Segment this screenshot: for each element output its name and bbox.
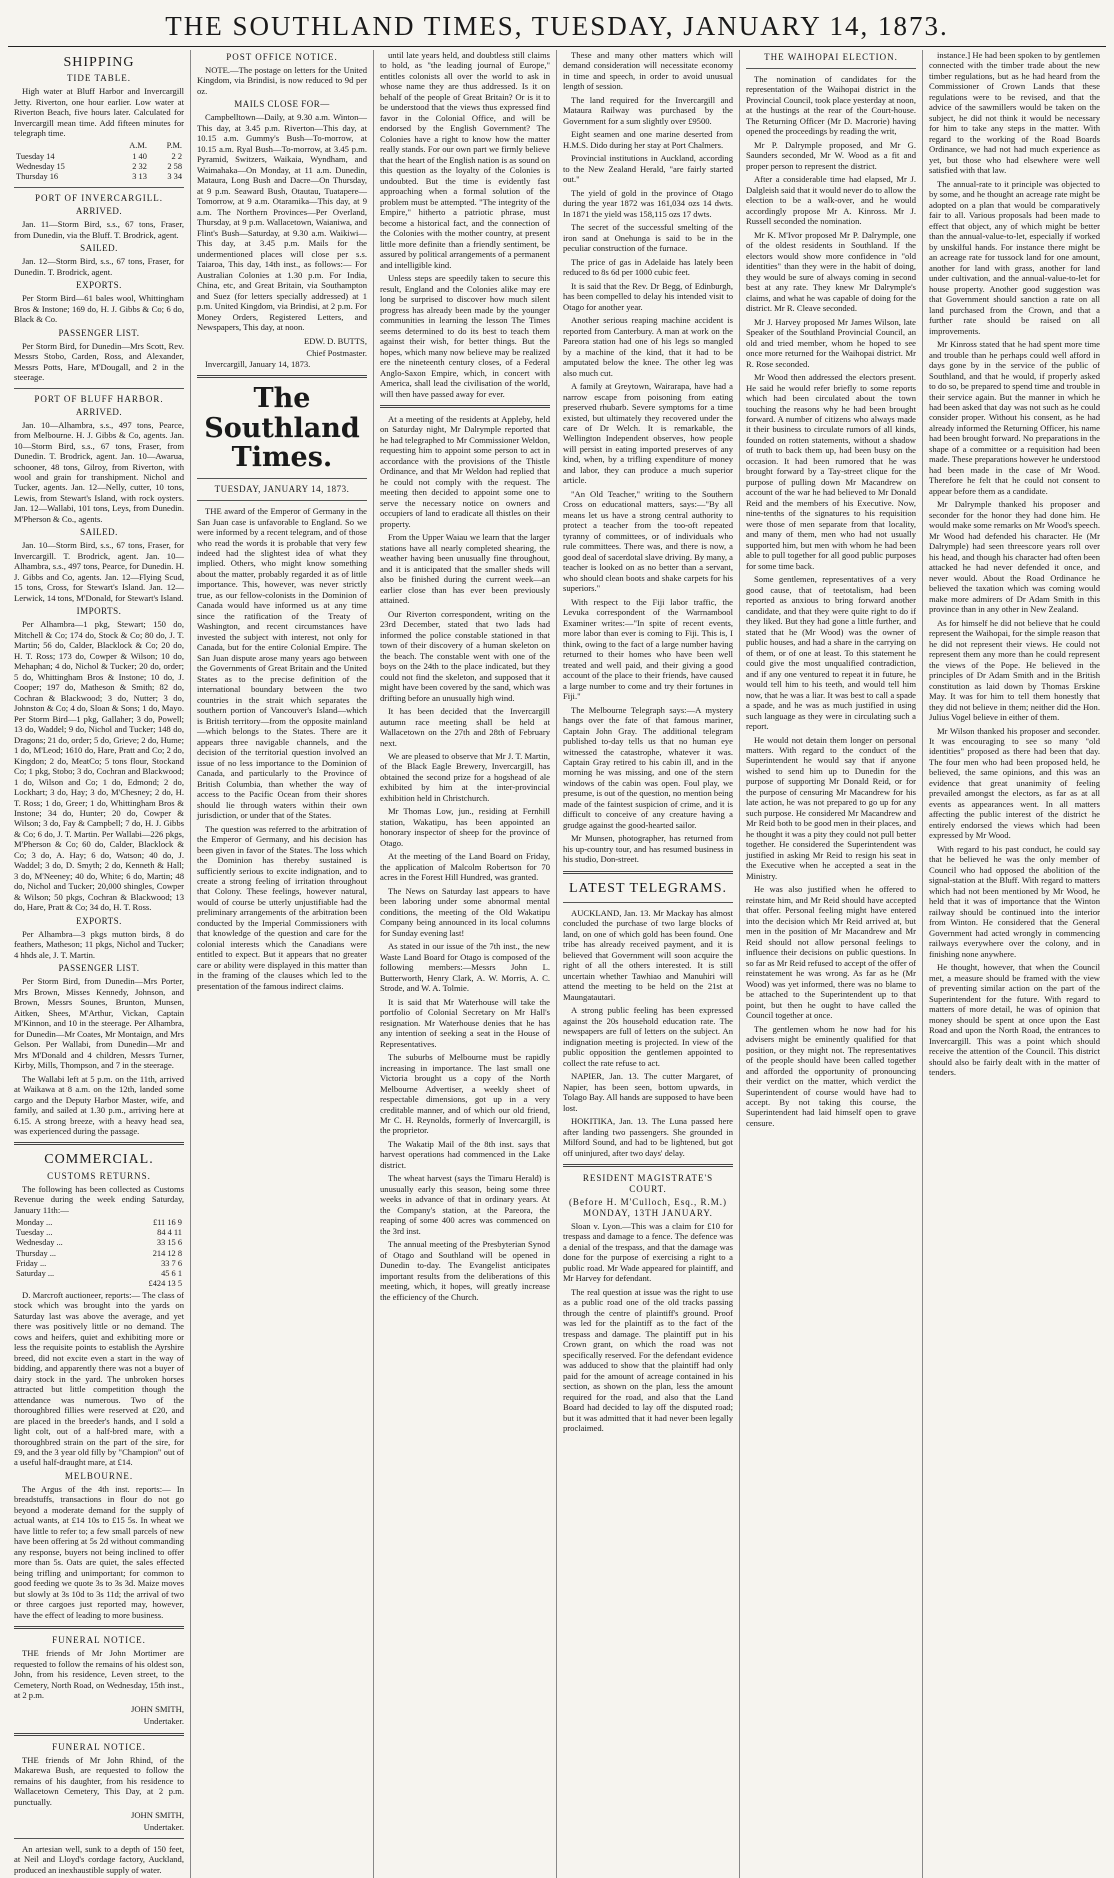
news-paragraph: A family at Greytown, Wairarapa, have had a narrow escape from poisoning from eating preserved rhubarb. Severe symptoms for a time existed, but ultimately they recovered under the care of Dr Welch. It is remarkable, the Wellington Independent observes, how people will persist in eating imported preserves of any kind, when, by a trifling expenditure of money and labor, they can produce a much superior article. (563, 381, 733, 486)
tide-day: Thursday 16 (16, 172, 59, 182)
arrived-label: ARRIVED. (75, 406, 123, 417)
tide-note: High water at Bluff Harbor and Invercargill Jetty. Riverton, one hour earlier. Low water at Riverton Beach, five hours later. Calculated for Invercargill mean time. Add fifteen minutes for telegraph time. (14, 86, 184, 138)
election-paragraph: Mr Wilson thanked his proposer and seconder. It was encouraging to see so many "old identities" proposed as there had been that day. The four men who had been proposed held, he believed, the same opinions, and this was an evidence that great unanimity of feeling prevailed amongst the electors, as far as at all events as appearances went. In all matters affecting the public interest of the district he entirely endorsed the views which had been expressed by Mr Wood. (929, 725, 1100, 841)
election-paragraph: He thought, however, that when the Council met, a measure should be framed with the view of preventing similar action on the part of the Superintendent for the future. With regard to matters of more detail, he was of opinion that money should be spent at once upon the East Road and upon the North Road, the entrances to Invercargill. This was a point which should receive the attention of the Council. This district should also be fairly dealt with in the matter of tenders. (929, 962, 1100, 1078)
election-paragraph: Mr J. Harvey proposed Mr James Wilson, late Speaker of the Southland Provincial Council, an old and tried member, whom he hoped to see once more returned for the Waihopai district. Mr R. Rose seconded. (746, 316, 916, 369)
election-paragraph: He would not detain them longer on personal matters. With regard to the conduct of the Superintendent he would say that if anyone wished to send him up to Dunedin for the purpose of supporting Mr Donald Reid, or for the purpose of censuring Mr Macandrew for his late action, he was not prepared to go up for any such purpose. He considered Mr Macandrew and Mr Reid both to be good men in their places, and he thought it was a pity they could not pull better together. He considered the Superintendent was justified in asking Mr Reid to resign his seat in the Executive when he accepted a seat in the Ministry. (746, 734, 916, 881)
leader-paragraph: until late years held, and doubtless still claims to hold, as "the leading journal of Europe," entitles colonists all over the world to ask in whose name they are thus addressed. Is it on behalf of the people of Great Britain? Or is it to be understood that the views thus expressed find favor in the Colonial Office, and will be endorsed by the English Government? The Colonies have a right to know how the matter really stands. For our own part we firmly believe that the heart of the English nation is as sound on this question as the loyalty of the Colonies is undoubted. But the time is evidently fast approaching when a formal solution of the problem must be attempted. "The integrity of the Empire," hitherto a patriotic phrase, must become a historical fact, and the connection of the Colonies with the mother country, at present little more definite than a friendly sentiment, be assured by political arrangements of a permanent and intelligible kind. (380, 50, 550, 270)
election-paragraph: Mr K. M'Ivor proposed Mr P. Dalrymple, one of the oldest residents in Southland. If the electors would show more confidence in "old identities" than they were in the habit of doing, they would be sure of always coming in second best at any rate. They knew Mr Dalrymple's claims, and what he was capable of doing for the district. Mr R. Cleave seconded. (746, 229, 916, 314)
news-paragraph: The annual meeting of the Presbyterian Synod of Otago and Southland will be opened in Dunedin to-day. The Evangelist anticipates important results from the deliberations of this meeting, which, it hopes, will greatly increase the efficiency of the Church. (380, 1239, 550, 1302)
mails-close-label: MAILS CLOSE FOR— (234, 99, 330, 110)
port-bluff-arrived: Jan. 10—Alhambra, s.s., 497 tons, Pearce, from Melbourne. H. J. Gibbs & Co, agents. Jan. 10—Storm Bird, s.s., 67 tons, Fraser, from Dunedin. T. Brodrick, agent. Jan. 10—Awarua, schooner, 48 tons, Gilroy, from Riverton, with wool and grain for transhipment. Nichol and Tucker, agents. Jan. 12—Nelly, cutter, 10 tons, Lewis, from Stewart's Island, with rock oysters. Jan. 12—Wallabi, 101 tons, Leys, from Dunedin. M'Pherson & Co., agents. (14, 419, 184, 524)
election-paragraph: He was also justified when he offered to reinstate him, and Mr Reid should have accepted that offer. Personal feeling might have entered into the decision which Mr Reid arrived at, but men in the position of Mr Macandrew and Mr Reid should not allow personal feelings to influence their decisions on public questions. In so far as Mr Reid refused to accept of the offer of reinstatement he was wrong. As far as he (Mr Wood) was yet informed, there was no blame to be attached to the Superintendent up to that point, but then he ought to have called the Council together at once. (746, 884, 916, 1021)
port-inv-arrived: Jan. 11—Storm Bird, s.s., 67 tons, Fraser, from Dunedin, via the Bluff. T. Brodrick, agent. (14, 219, 184, 240)
column-1 (8, 50, 191, 1878)
customs-amount: 33 7 6 (161, 1258, 182, 1268)
funeral-notice-1-heading: FUNERAL NOTICE. (52, 1635, 146, 1646)
newspaper-title-logo: The Southland Times. (204, 383, 360, 474)
port-inv-passengers: Per Storm Bird, for Dunedin—Mrs Scott, Rev. Messrs Stobo, Carden, Ross, and Alexander, Messrs Potts, Hare, M'Dougall, and 2 in the steerage. (14, 340, 184, 383)
column-2 (191, 50, 374, 1878)
port-bluff-exports: Per Alhambra—3 pkgs mutton birds, 8 do feathers, Matheson; 11 pkgs, Nichol and Tucker; 4 hhds ale, J. T. Martin. (14, 928, 184, 960)
section-rule (14, 388, 184, 389)
customs-total: £424 13 5 (148, 1279, 182, 1289)
port-bluff-sailed: Jan. 10—Storm Bird, s.s., 67 tons, Fraser, for Invercargill. T. Brodrick, agent. Jan. 10—Alhambra, s.s., 497 tons, Pearce, for Dunedin. H. J. Gibbs and Co, agents. Jan. 12—Flying Scud, 15 tons, Cross, for Stewart's Island. Jan. 12—Lerwick, 14 tons, M'Donald, for Stewart's Island. (14, 540, 184, 603)
commercial-heading: COMMERCIAL. (44, 1152, 154, 1168)
section-rule (563, 902, 733, 903)
customs-row (14, 1269, 184, 1279)
latest-telegrams-heading: LATEST TELEGRAMS. (568, 880, 728, 896)
news-paragraph: The yield of gold in the province of Otago during the year 1872 was 161,034 ozs 14 dwts. In 1871 the yield was 158,115 ozs 17 dwts. (563, 187, 733, 219)
section-rule (197, 478, 367, 479)
wallabi-note: The Wallabi left at 5 p.m. on the 11th, arrived at Waikawa at 8 a.m. on the 12th, landed some cargo and the Deputy Harbor Master, wife, and family, and sailed at 1.30 p.m., arriving here at 6.15. A strong breeze, with a heavy head sea, was experienced during the passage. (14, 1073, 184, 1136)
tide-day: Wednesday 15 (16, 161, 65, 171)
tide-am: 3 13 (132, 172, 147, 182)
post-office-date: Invercargill, January 14, 1873. (205, 358, 311, 369)
news-paragraph: The News on Saturday last appears to have been laboring under some abnormal mental conditions, the meeting of the Old Wakatipu Company being announced in its local columns for Sunday evening last! (380, 885, 550, 938)
news-paragraph: The Wakatip Mail of the 8th inst. says that harvest operations had commenced in the Lake district. (380, 1138, 550, 1170)
news-paragraph: These and many other matters which will demand consideration will necessitate economy in time and speech, in order to avoid unusual length of session. (563, 50, 733, 92)
port-inv-sailed: Jan. 12—Storm Bird, s.s., 67 tons, Fraser, for Dunedin. T. Brodrick, agent. (14, 256, 184, 277)
election-paragraph: Mr P. Dalrymple proposed, and Mr G. Saunders seconded, Mr W. Wood as a fit and proper person to represent the district. (746, 139, 916, 171)
news-paragraph: Eight seamen and one marine deserted from H.M.S. Dido during her stay at Port Chalmers. (563, 129, 733, 150)
leader-dateline: TUESDAY, JANUARY 14, 1873. (214, 484, 350, 495)
tide-am: 1 40 (132, 151, 147, 161)
election-paragraph: The annual-rate to it principle was objected to by some, and he thought an acreage rate might be adopted on a plan that would be comparatively fair to all. Various proposals had been made to effect that object, any of which might be better than the annual-value-to-let, especially if worked by unskilful hands. For instance there might be an acreage rate for tussock land for one amount, another for land with grass, another for land under cultivation, and the annual-value-to-let for house property. Another good suggestion was that Government should sanction a rate on all land purchased from the Crown, and that a further rate should be raised on all improvements. (929, 178, 1100, 336)
postmaster-role: Chief Postmaster. (306, 348, 367, 359)
funeral-notice-2-text: THE friends of Mr John Rhind, of the Makarewa Bush, are requested to follow the remains of his daughter, from his residence to Wallacetown Cemetery, This Day, at 2 p.m. punctually. (14, 1754, 184, 1807)
sailed-label: SAILED. (80, 527, 118, 538)
news-paragraph: Mr Munsen, photographer, has returned from his up-country tour, and has resumed business in his studio, Don-street. (563, 833, 733, 865)
tide-row (14, 152, 184, 162)
masthead: THE SOUTHLAND TIMES, TUESDAY, JANUARY 14, 1873. (165, 11, 949, 41)
port-bluff-imports: Per Alhambra—1 pkg, Stewart; 150 do, Mitchell & Co; 174 do, Stock & Co; 80 do, J. T. Martin; 56 do, Calder, Blacklock & Co; 20 do, H. T. Ross; 173 do, Cowper & Wilson; 10 do, Mehaphan; 4 do, Nichol & Tucker; 20 do, order; 5 do, Whittingham Bros & Instone; 10 do, J. Cooper; 197 do, Matheson & Smith; 82 do, Cochran & Blackwood; 3 do, Nutter; 3 do, Johnston & Co; 4 do, Sloan & Sons; 1 do, Mayo. Per Storm Bird—1 pkg, Gallaher; 3 do, Powell; 13 do, Waddel; 9 do, Nichol and Tucker; 148 do, Dragons; 21 do, order; 5 do, Grieve; 2 do, Hume; 1 do, M'Leod; 1610 do, Hare, Pratt and Co; 2 do, Kingdon; 2 do, MeatCo; 5 tons flour, Stockand Co; 1 pkg, Stobo; 3 do, Cochran and Blackwood; 1 do, Wilson and Co; 1 do, Edmond; 2 do, Lockhart; 3 do, Hay; 3 do, M'Chesney; 2 do, H. T. Ross; 1 do, Greer; 1 do, Whittingham Bros & Instone; 34 do, Hunter; 20 do, Cowper & Wilson; 3 do, Fay & Campbell; 7 do, H. J. Gibbs & Co; 6 do, J. T. Martin. Per Wallabi—226 pkgs, M'Pherson & Co; 60 do, Calder, Blacklock & Co; 3 do, A. Hay; 6 do, Watson; 40 do, J. Waddel; 3 do, D. Smyth; 2 do, Kenneth & Hall; 3 do, M'Neeney; 40 do, White; 6 do, Martin; 48 do, Nichol and Tucker; 20,000 shingles, Cowper & Wilson; 50 pkgs, Cochran & Blackwood; 13 do, Hare, Pratt & Co; 34 do, H. T. Ross. (14, 619, 184, 913)
port-inv-exports: Per Storm Bird—61 bales wool, Whittingham Bros & Instone; 169 do, H. J. Gibbs & Co; 6 do, Black & Co. (14, 293, 184, 325)
news-paragraph: It has been decided that the Invercargill autumn race meeting shall be held at Wallacetown on the 27th and 28th of February next. (380, 706, 550, 748)
news-paragraph: From the Upper Waiau we learn that the larger stations have all nearly completed shearing, the weather having been unusually fine throughout, and it is anticipated that the smaller sheds will also be finished during the current week—an earlier close than has ever been previously attained. (380, 532, 550, 606)
election-paragraph: As for himself he did not believe that he could represent the Waihopai, for the simple reason that he did not represent their views. He could not represent them any more than he could represent the views of the Pope. He believed in the principles of Dr Adam Smith and in the British constitution as laid down by Thomas Erskine May. It was for him to tell them honestly that they did not believe in them; neither did the Hon. Julius Vogel believe in either of them. (929, 617, 1100, 723)
customs-amount: 214 12 8 (152, 1248, 182, 1258)
election-paragraph: The nomination of candidates for the representation of the Waihopai district in the Provincial Council, took place yesterday at noon, at the hustings at the rear of the Court-house. The Returning Officer (Mr D. Macrorie) having opened the proceedings by reading the writ, (746, 73, 916, 137)
customs-day: Monday ... (16, 1217, 53, 1227)
telegram-paragraph: NAPIER, Jan. 13. The cutter Margaret, of Napier, has been seen, bottom upwards, in Tolago Bay. All hands are supposed to have been lost. (563, 1071, 733, 1113)
telegram-paragraph: AUCKLAND, Jan. 13. Mr Mackay has almost concluded the purchase of two large blocks of land, on one of which gold has been found. One tribe has already received payment, and it is believed that Government will soon acquire the right of all the others interested. It is still uncertain whether Tawhiao and Manuhiri will attend the meeting to be held on the 21st at Maungatautari. (563, 907, 733, 1002)
section-rule (14, 1626, 184, 1629)
funeral-notice-1-text: THE friends of Mr John Mortimer are requested to follow the remains of his oldest son, John, from his residence, Leven street, to the Cemetery, North Road, on Wednesday, 15th inst., at 2 p.m. (14, 1648, 184, 1701)
news-paragraph: Another serious reaping machine accident is reported from Canterbury. A man at work on the Pareora station had one of his legs so mangled by a machine of the kind, that it had to be amputated below the knee. The other leg was also much cut. (563, 315, 733, 378)
funeral-notice-2-role: Undertaker. (143, 1822, 184, 1833)
section-rule (563, 1164, 733, 1167)
court-paragraph: The real question at issue was the right to use as a public road one of the old tracks passing through the centre of plaintiff's ground. Proof was led for the plaintiff as to the fact of the trespass and damage. The plaintiff put in his Crown grant, on which the road was not specifically reserved. For the defendant evidence was adduced to show that the plaintiff had only paid for the amount of acreage contained in his section, as shown on the plan, less the amount required for the road, and also that the Land Board had decided to lay off the disputed road; but it was admitted that it had never been legally proclaimed. (563, 1286, 733, 1434)
tide-header-cell: P.M. (166, 141, 182, 151)
tide-row (14, 172, 184, 182)
funeral-notice-1-signature: JOHN SMITH, (131, 1703, 184, 1714)
customs-total-row (14, 1279, 184, 1289)
customs-row (14, 1228, 184, 1238)
markets-report: D. Marcroft auctioneer, reports:— The class of stock which was brought into the yards on Saturday last was above the average, and yet there was positively little or no demand. The cows and heifers, quiet and exhibiting more or less the requisite points to establish the Ayrshire breed, did not excite even a start in the way of bidding, and apparently there was not a buyer of dairy stock in the yard. The unbroken horses attracted but little competition though the attendance was numerous. Two of the thoroughbred fillies were reserved at £20, and are placed in the breeder's hands, and I sold a light colt, out of a half-bred mare, with a thoroughbred strain on the part of the sire, for £9, and the 3 year old filly by "Champion" out of a useful half-draught mare, at £14. (14, 1289, 184, 1468)
customs-amount: 45 6 1 (161, 1269, 182, 1279)
shipping-heading: SHIPPING (63, 55, 135, 70)
news-paragraph: The wheat harvest (says the Timaru Herald) is unusually early this season, being some three weeks in advance of that in ordinary years. At the Company's station, at the Pareora, the reaping of some 400 acres was commenced on the 3rd inst. (380, 1173, 550, 1236)
news-paragraph: At a meeting of the residents at Appleby, held on Saturday night, Mr Dalrymple reported that he had telegraphed to Mr Commissioner Weldon, requesting him to appoint some person to act in accordance with the provisions of the Thistle Ordinance, and that Mr Weldon had replied that he could not comply with the request. The meeting then decided to appoint some one to serve the necessary notice on owners and occupiers of land to eradicate all thistles on their property. (380, 413, 550, 529)
artesian-note: An artesian well, sunk to a depth of 150 feet, at Neil and Lloyd's cordage factory, Auckland, produced an inexhaustible supply of water. (14, 1843, 184, 1875)
column-3 (374, 50, 557, 1878)
news-paragraph: With respect to the Fiji labor traffic, the Levuka correspondent of the Warrnambool Examiner writes:—"In spite of recent events, more labor than ever is coming to Fiji. This is, I think, owing to the fact of a large number having returned to their homes who have been well treated and well paid, and their giving a good account of the place to their friends, have caused a large number to come and try their fortunes in Fiji." (563, 596, 733, 702)
customs-note: The following has been collected as Customs Revenue during the week ending Saturday, January 11th:— (14, 1183, 184, 1215)
customs-day: Saturday ... (16, 1269, 55, 1279)
customs-table (14, 1218, 184, 1290)
funeral-notice-2-signature: JOHN SMITH, (131, 1809, 184, 1820)
leader-paragraph: THE award of the Emperor of Germany in the San Juan case is unfavorable to England. So we were informed by a recent telegram, and of those who read the words it is probable that very few indeed had the slightest idea of what they implied. Others, who might know something about the matter, probably regarded it as of little importance. This, however, was never strictly true, as our fellow-colonists in the Dominion of Canada would have informed us at any time since the ratification of the Treaty of Washington, and recent circumstances have invested the subject with interest, not only for Canada, but for the entire Colonial Empire. The San Juan dispute arose many years ago between the Governments of Great Britain and the United States as to the precise definition of the international boundary between the two countries in the strait which separates the southern portion of Vancouver's Island—which is British territory—from the opposite mainland—which belongs to the States. There are it appears three navigable channels, and the decision of the territorial question involved an issue of no less importance to the Dominion of Canada, and particularly to the Province of British Columbia, than whether the way of access to the Pacific Ocean from their shores should lie through waters within their own jurisdiction, or under that of the States. (197, 506, 367, 821)
tide-am: 2 32 (132, 161, 147, 171)
post-office-note: NOTE.—The postage on letters for the United Kingdom, via Brindisi, is now reduced to 9d per oz. (197, 64, 367, 96)
election-paragraph: Some gentlemen, representatives of a very good cause, that of teetotalism, had been reported as anxious to bring forward another candidate, and that they were quite right to do if they liked. But they had gone a little further, and stated that he (Mr Wood) was the owner of public houses, and had a share in the carrying on of them, or of one at least. To this statement he could give the most unqualified contradiction, and if any one ventured to repeat it in future, he would tell him to his teeth, and would tell him now, that he was a liar. It was best to call a spade a spade, and he was as much justified in using such language as they were in circulating such a report. (746, 574, 916, 732)
mails-schedule: Campbelltown—Daily, at 9.30 a.m. Winton—This day, at 3.45 p.m. Riverton—This day, at 10.15 a.m. Gummy's Bush—To-morrow, at 10.15 a.m. Ryal Bush—To-morrow, at 3.45 p.m. Pyramid, Switzers, Waikaia, Wyndham, and Waimahaka—On Monday, at 11 a.m. Dunedin, Mataura, Long Bush and Dacre—On Thursday, at 9 p.m. Seaward Bush, Otautau, Tuatapere—Tomorrow, at 9 a.m. Otaramika—This day, at 9 a.m. The Northern Provinces—Per Overland, Thursday, at 9 p.m. Wallacetown, Waianiwa, and Flint's Bush—Saturday, at 9.30 a.m. Waikiwi—This day, at 3.45 p.m. Mails for the undermentioned places will close per s.s. Taiaroa, This day, 14th inst., as follows:— For Australian Colonies at 1.30 p.m. For India, China, etc, and Great Britain, via Southampton and Suez (for letters specially addressed) at 1 p.m. United Kingdom, via Brindisi, at 2 p.m. For Money Orders, Registered Letters, and Newspapers, This day, at noon. (197, 112, 367, 333)
news-paragraph: Our Riverton correspondent, writing on the 23rd December, stated that two lads had informed the police constable stationed in that town of their discovery of a human skeleton on the beach. The constable went with one of the boys on the 24th to the place indicated, but they could not find the skeleton, and supposed that it might have been covered by the sand, which was drifting before an unusually high wind. (380, 608, 550, 703)
column-4 (557, 50, 740, 1878)
section-rule (746, 68, 916, 69)
column-5 (740, 50, 923, 1878)
tide-table (14, 141, 184, 182)
port-invercargill-heading: PORT OF INVERCARGILL. (34, 193, 164, 204)
court-paragraph: Sloan v. Lyon.—This was a claim for £10 for trespass and damage to a fence. The defence was a denial of the trespass, and that the damage was done for the purpose of exercising a right to a public road. Mr Wade appeared for plaintiff, and Mr Harvey for defendant. (563, 1220, 733, 1284)
sailed-label: SAILED. (80, 243, 118, 254)
customs-row (14, 1238, 184, 1248)
tide-header-cell: A.M. (129, 141, 147, 151)
customs-amount: £11 16 9 (152, 1217, 182, 1227)
tide-pm: 2 2 (171, 151, 182, 161)
election-paragraph: instance.] He had been spoken to by gentlemen connected with the timber trade about the new timber regulations, but as he had heard from the Commissioner of Crown Lands that these regulations were to be revised, and that the advice of the sawmillers would be taken on the subject, he did not think it would be necessary for him to take any steps in the matter. With regard to the working of the Road Boards Ordinance, we had not had much experience as yet, but those who had elsewhere were well satisfied with that law. (929, 50, 1100, 176)
election-paragraph: Mr Kinross stated that he had spent more time and trouble than he perhaps could well afford in days gone by in the service of the public of Southland, and that he would, if properly asked to do so, be prepared to spend time and trouble in their service again. But the manner in which he had been asked that day was not such as he could consider proper. Without his consent, as he had already informed the Returning Officer, his name had been brought forward. No preparations in the shape of a committee or a requisition had been made. These preparations however he understood had been made in the case of Mr Wood. Therefore he felt that he could not consent to appear before them as a candidate. (929, 339, 1100, 496)
tide-day: Tuesday 14 (16, 151, 55, 161)
news-paragraph: The suburbs of Melbourne must be rapidly increasing in importance. The last small one Victoria brought us a copy of the North Melbourne Advertiser, a weekly sheet of respectable dimensions, got up in a very creditable manner, and of which our old friend, Mr C. H. Reynolds, formerly of Invercargill, is the proprietor. (380, 1052, 550, 1136)
passenger-list-label: PASSENGER LIST. (58, 963, 140, 974)
customs-row (14, 1249, 184, 1259)
column-6 (923, 50, 1106, 1878)
customs-day: Thursday ... (16, 1248, 57, 1258)
customs-row (14, 1218, 184, 1228)
leader-paragraph: The question was referred to the arbitration of the Emperor of Germany, and his decision has been given in favor of the States. The loss which the Dominion has thereby sustained is sufficiently serious to excite indignation, and to create a strong feeling of irritation throughout that Colony. These feelings, however natural, would of course be utterly unjustifiable had the preliminary arrangements of the arbitration been conducted by the Imperial Commissioners with that knowledge of the question and care for the colonial interests which the Canadians were entitled to expect. But it appears that no greater care or ability were displayed in this matter than in the framing of the clauses which led to the presentation of the famous indirect claims. (197, 823, 367, 991)
customs-amount: 33 15 6 (156, 1238, 182, 1248)
masthead-rule (8, 46, 1106, 47)
election-paragraph: Mr Wood then addressed the electors present. He said he would refer briefly to some reports which had been circulated about the town touching the reasons why he had been brought forward. A number of citizens who always made it their business to circulate rumors of all kinds, founded on rotten statements, without a shadow of truth to back them up, had been busy on the occasion. It had been rumored that he was brought forward by a Tay-street clique for the purpose of pulling down Mr Macandrew on account of the war he had believed to Mr Donald Reid and the members of his Executive. Now, nine-tenths of the signatures to his requisition were those of men separate from that locality, and many of them, men who had not usually supported him, but men with whom he had been able to pull together for all good public purposes for some time back. (746, 372, 916, 571)
post-office-heading: POST OFFICE NOTICE. (226, 52, 338, 62)
leader-paragraph: Unless steps are speedily taken to secure this result, England and the Colonies alike may ere long be surprised to discover how much silent progress has already been made by the younger communities in learning the lesson The Times seems determined to do its best to teach them against their wish, for better things. But the hopes, which many now believe may be realized ere the nineteenth century closes, of a Federal Anglo-Saxon Empire, which, in concert with America, shall lead the civilisation of the world, will then have passed away for ever. (380, 273, 550, 399)
arrived-label: ARRIVED. (75, 206, 123, 217)
section-rule (197, 375, 367, 378)
election-paragraph: With regard to his past conduct, he could say that he believed he was the only member of Council who had opposed the abolition of the signal-station at the Bluff. With regard to matters which had not been mentioned by Mr Wood, he held that it was of importance that the Winton railway should be continued into the interior from Winton. He considered that the General Government had acted wrongly in commencing railways everywhere over the colony, and in finishing none anywhere. (929, 843, 1100, 959)
telegram-paragraph: HOKITIKA, Jan. 13. The Luna passed here after landing two passengers. She grounded in Milford Sound, and had to be lightened, but got off uninjured, after two days' delay. (563, 1116, 733, 1158)
funeral-notice-1-role: Undertaker. (143, 1716, 184, 1727)
tide-pm: 3 34 (167, 172, 182, 182)
exports-label: EXPORTS. (76, 280, 122, 291)
section-rule (563, 871, 733, 874)
news-paragraph: The Melbourne Telegraph says:—A mystery hangs over the fate of that famous mariner, Captain John Gray. The additional telegram published to-day tells us that no human eye witnessed the catastrophe, whatever it was. Captain Gray retired to his cabin ill, and in the morning he was missing, and one of the stern windows of the cabin was open. Foul play, we presume, is out of the question, no mention being made of the faintest suspicion of crime, and it is difficult to conceive of any creature having a grudge against the good-hearted sailor. (563, 704, 733, 830)
postmaster-signature: EDW. D. BUTTS, (304, 335, 367, 346)
newspaper-columns (8, 50, 1106, 1875)
port-bluff-heading: PORT OF BLUFF HARBOR. (34, 393, 164, 404)
section-rule (380, 405, 550, 408)
news-paragraph: The secret of the successful smelting of the iron sand at Onehunga is said to be in the peculiar construction of the furnace. (563, 222, 733, 254)
news-paragraph: It is said that Mr Waterhouse will take the portfolio of Colonial Secretary on Mr Hall's resignation. Mr Waterhouse denies that he has any intention of seeking a seat in the House of Representatives. (380, 996, 550, 1049)
melbourne-heading: MELBOURNE. (64, 1470, 134, 1481)
news-paragraph: The land required for the Invercargill and Mataura Railway was purchased by the Government for a sum slightly over £9500. (563, 94, 733, 126)
section-rule (14, 1838, 184, 1839)
telegram-paragraph: A strong public feeling has been expressed against the 20s household education rate. The newspapers are full of letters on the subject. An indignation meeting is projected. In view of the public opposition the gentlemen appointed to collect the rate refuse to act. (563, 1005, 733, 1068)
customs-day: Friday ... (16, 1258, 47, 1268)
section-rule (14, 187, 184, 188)
election-heading: THE WAIHOPAI ELECTION. (764, 52, 898, 62)
news-paragraph: As stated in our issue of the 7th inst., the new Waste Land Board for Otago is composed of the following members:—Messrs John L. Butterworth, Henry Clark, A. W. Morris, A. C. Strode, and W. A. Tolmie. (380, 941, 550, 994)
customs-amount: 84 4 11 (157, 1228, 182, 1238)
section-rule (197, 500, 367, 501)
tide-pm: 2 58 (167, 161, 182, 171)
election-paragraph: The gentlemen whom he now had for his advisers might be eminently qualified for that position, or they might not. The representatives of the people should have been called together and afforded the opportunity of pronouncing their verdict on the matter, which verdict the Superintendent of course would have had to accept. By not taking this course, the Superintendent had laid himself open to grave censure. (746, 1023, 916, 1128)
customs-row (14, 1259, 184, 1269)
news-paragraph: Provincial institutions in Auckland, according to the New Zealand Herald, "are fairly started out." (563, 153, 733, 185)
news-paragraph: "An Old Teacher," writing to the Southern Cross on educational matters, says:—"By all means let us have a strong central authority to protect a teacher from the too-oft repeated tyranny of committees, or of individuals who rule committees. There was, and there is now, a good deal of sacerdotal slave driving. By many, a teacher is looked on as no better than a servant, who should clean boots and shake carpets for his superiors." (563, 488, 733, 594)
passenger-list-label: PASSENGER LIST. (58, 327, 140, 338)
news-paragraph: We are pleased to observe that Mr J. T. Martin, of the Black Eagle Brewery, Invercargill, has obtained the second prize for a hogshead of ale exhibited by him at the inter-provincial exhibition held in Christchurch. (380, 751, 550, 803)
news-paragraph: At the meeting of the Land Board on Friday, the application of Malcolm Robertson for 70 acres in the Forest Hill Hundred, was granted. (380, 851, 550, 883)
customs-day: Tuesday ... (16, 1228, 53, 1238)
news-paragraph: It is said that the Rev. Dr Begg, of Edinburgh, has been compelled to delay his intended visit to Otago for another year. (563, 280, 733, 312)
port-bluff-passengers: Per Storm Bird, from Dunedin—Mrs Porter, Mrs Brown, Misses Kennedy, Johnson, and Brown, Messrs Sounes, Brunton, Munsen, Aitken, Shees, M'Arthur, Vickan, Captain M'Kinnon, and 10 in the steerage. Per Alhambra, for Dunedin—Mr Coates, Mr Montaign, and Mrs Gelson. Per Wallabi, from Dunedin—Mr and Mrs M'Donald and 4 children, Messrs Turner, Kirby, Mills, Thompson, and 7 in the steerage. (14, 976, 184, 1071)
section-rule (14, 1142, 184, 1145)
funeral-notice-2-heading: FUNERAL NOTICE. (52, 1741, 146, 1752)
customs-heading: CUSTOMS RETURNS. (47, 1170, 151, 1181)
tide-header-cell (14, 141, 110, 151)
imports-label: IMPORTS. (76, 606, 122, 617)
news-paragraph: Mr Thomas Low, jun., residing at Fernhill station, Wakatipu, has been appointed an honorary inspector of sheep for the province of Otago. (380, 806, 550, 848)
tide-table-heading: TIDE TABLE. (66, 73, 132, 84)
court-heading: RESIDENT MAGISTRATE'S COURT. (582, 1173, 714, 1195)
melbourne-report: The Argus of the 4th inst. reports:— In breadstuffs, transactions in flour do not go beyond a moderate demand for the supply of actual wants, at £14 10s to £15 5s. In wheat we have little to refer to; a few small parcels of new have been offering at 5s 2d without commanding any response, buyers not being inclined to offer more than 5s. Oats are quiet, the sales effected being trifling and unimportant; for common to good feeding we quote 3s to 3s 3d. Maize moves but slowly at 3s 10d to 3s 11d; the arrival of two or three cargoes just reported may, however, have the effect of leading to more business. (14, 1483, 184, 1620)
court-subheading: (Before H. M'Culloch, Esq., R.M.) MONDAY, 13TH JANUARY. (568, 1197, 728, 1218)
news-paragraph: The price of gas in Adelaide has lately been reduced to 8s 6d per 1000 cubic feet. (563, 256, 733, 278)
election-paragraph: After a considerable time had elapsed, Mr J. Dalgleish said that it would never do to allow the election to be a walk-over, and he would accordingly propose Mr A. Kinross. Mr J. Russell seconded the nomination. (746, 174, 916, 227)
customs-day: Wednesday ... (16, 1238, 63, 1248)
section-rule (14, 1733, 184, 1736)
tide-header-row (14, 141, 184, 151)
tide-row (14, 162, 184, 172)
exports-label: EXPORTS. (76, 915, 122, 926)
election-paragraph: Mr Dalrymple thanked his proposer and seconder for the honor they had done him. He would make some remarks on Mr Wood's speech. Mr Wood had defended his character. He (Mr Dalrymple) had seen threescore years roll over his head, and though his character had often been attacked he had never defended it once, and never would. About the Road Ordinance he believed the taxation which was coming would make more admirers of Dr Adam Smith in this province than in any other in New Zealand. (929, 499, 1100, 615)
